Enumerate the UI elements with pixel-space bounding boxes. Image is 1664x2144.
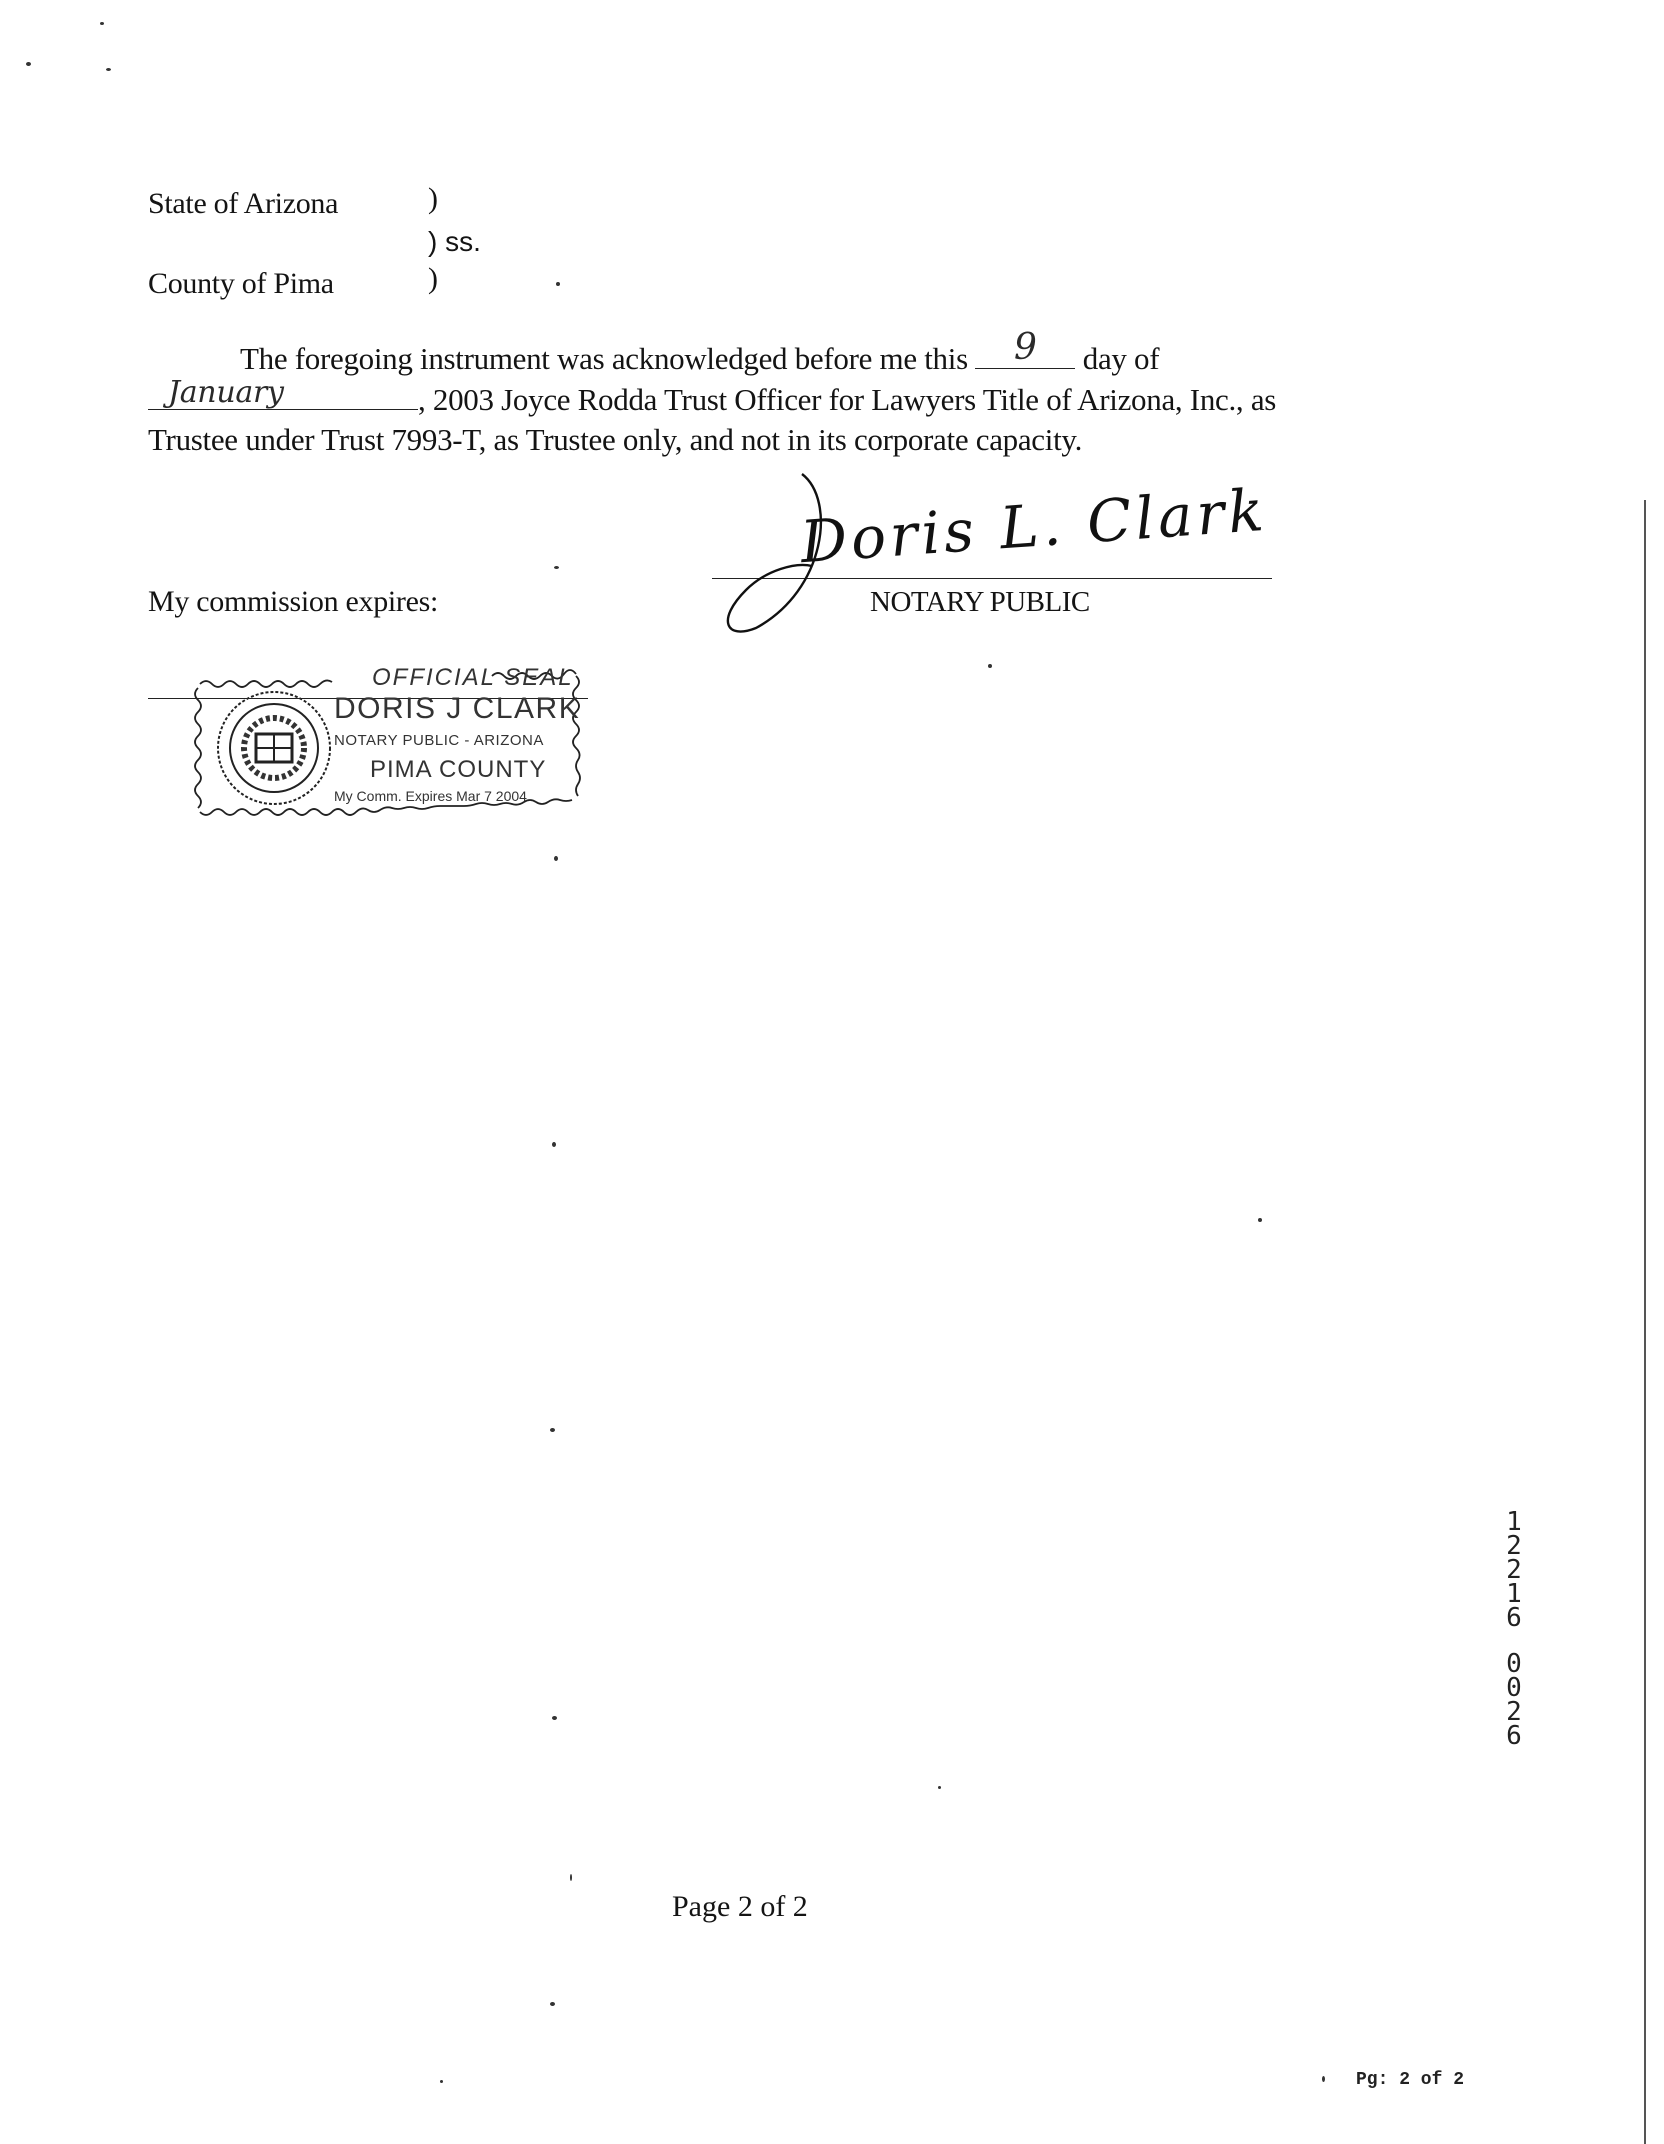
scan-speck bbox=[550, 2002, 555, 2006]
scan-speck bbox=[552, 1716, 557, 1720]
acknowledgment-line-2 bbox=[148, 375, 1388, 420]
scan-speck bbox=[570, 1874, 572, 1881]
recording-number bbox=[1494, 1507, 1534, 1751]
recording-digit: 2 bbox=[1506, 1555, 1522, 1585]
recording-digit: 1 bbox=[1506, 1579, 1522, 1609]
recording-digit: 0 bbox=[1506, 1673, 1522, 1703]
day-value: 9 bbox=[1013, 327, 1037, 368]
scan-speck bbox=[106, 68, 111, 71]
month-blank bbox=[148, 375, 418, 410]
footer-page-indicator: Pg: 2 of 2 bbox=[1356, 2070, 1465, 2090]
commission-label: My commission expires: bbox=[148, 585, 439, 618]
acknowledgment-text-2: day of bbox=[1082, 341, 1160, 376]
venue-state: State of Arizona bbox=[148, 187, 339, 220]
scan-speck bbox=[550, 1428, 555, 1432]
recording-digit: 2 bbox=[1506, 1697, 1522, 1727]
recording-digit: 6 bbox=[1506, 1721, 1522, 1751]
recording-digit: 6 bbox=[1506, 1603, 1522, 1633]
day-blank bbox=[975, 327, 1075, 369]
scan-speck bbox=[556, 282, 560, 286]
acknowledgment-paragraph bbox=[148, 327, 1388, 460]
scan-speck bbox=[26, 62, 31, 66]
scan-speck bbox=[554, 566, 559, 569]
venue-paren-bottom: ) bbox=[428, 262, 438, 295]
seal-line-2: PIMA COUNTY bbox=[370, 756, 547, 783]
venue-ss: ) ss. bbox=[428, 226, 481, 257]
recording-digit: 0 bbox=[1506, 1649, 1522, 1679]
recording-digit: 1 bbox=[1506, 1507, 1522, 1537]
seal-heading: OFFICIAL SEAL bbox=[372, 664, 574, 691]
acknowledgment-line-3: Trustee under Trust 7993-T, as Trustee only, and not in its corporate capacity. bbox=[148, 422, 1083, 457]
scan-speck bbox=[938, 1786, 941, 1789]
scan-speck bbox=[554, 856, 558, 861]
scan-speck bbox=[1258, 1218, 1262, 1222]
seal-name: DORIS J CLARK bbox=[334, 692, 581, 725]
notary-title: NOTARY PUBLIC bbox=[870, 586, 1090, 618]
seal-line-1: NOTARY PUBLIC - ARIZONA bbox=[334, 732, 544, 749]
scan-speck bbox=[552, 1142, 556, 1147]
venue-paren-top: ) bbox=[428, 182, 438, 215]
acknowledgment-text-1: The foregoing instrument was acknowledged before me this bbox=[240, 341, 968, 376]
month-value: January bbox=[168, 375, 284, 410]
scan-speck bbox=[100, 22, 104, 25]
scan-edge bbox=[1644, 500, 1646, 2144]
scan-speck bbox=[988, 664, 992, 668]
scan-speck bbox=[440, 2080, 443, 2083]
official-seal-stamp bbox=[192, 662, 584, 830]
acknowledgment-line-1 bbox=[148, 327, 1388, 379]
venue-county: County of Pima bbox=[148, 267, 334, 300]
acknowledgment-text-3: , 2003 Joyce Rodda Trust Officer for Lawyers Title of Arizona, Inc., as bbox=[418, 382, 1277, 417]
scan-speck bbox=[1322, 2076, 1325, 2082]
seal-line-3: My Comm. Expires Mar 7 2004 bbox=[334, 788, 527, 804]
signature-flourish bbox=[716, 470, 866, 640]
recording-digit: 2 bbox=[1506, 1531, 1522, 1561]
notary-signature: Doris L. Clark bbox=[798, 475, 1270, 577]
page-number: Page 2 of 2 bbox=[672, 1890, 808, 1923]
